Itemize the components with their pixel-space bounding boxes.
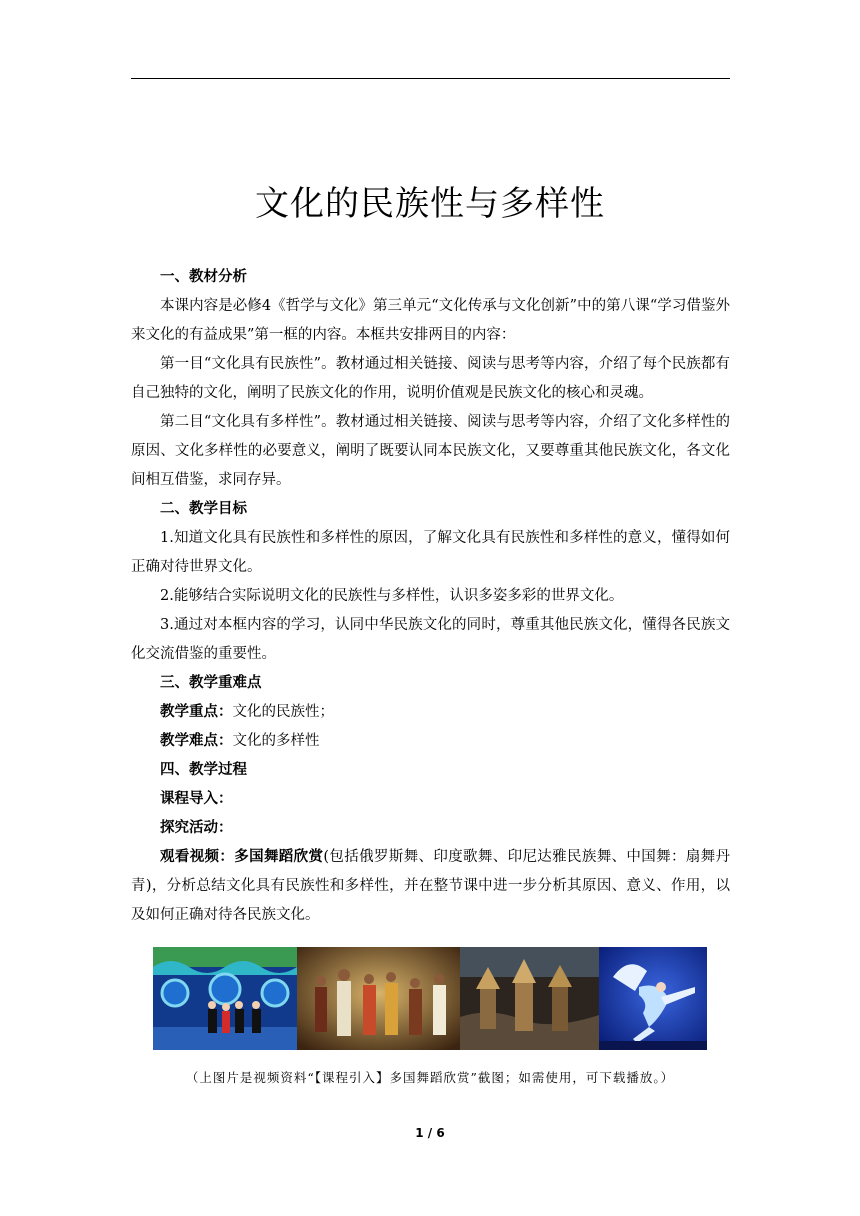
key-point-label: 教学重点： (160, 704, 233, 720)
page-title: 文化的民族性与多样性 (255, 184, 605, 224)
section-heading: 一、教材分析 (160, 269, 247, 285)
goal-item: 1.知道文化具有民族性和多样性的原因，了解文化具有民族性和多样性的意义，懂得如何正确对待世界文化。 (131, 530, 730, 575)
russian-dance-photo (153, 947, 297, 1050)
explore-label: 探究活动： (160, 820, 233, 836)
paragraph: 本课内容是必修4《哲学与文化》第三单元“文化传承与文化创新”中的第八课“学习借鉴外来文化的有益成果”第一框的内容。本框共安排两目的内容： (131, 298, 730, 343)
difficult-point-label: 教学难点： (160, 733, 233, 749)
video-label: 观看视频：多国舞蹈欣赏 (160, 849, 324, 865)
key-point-text: 文化的民族性； (232, 704, 334, 720)
chinese-fan-dance-photo (599, 947, 707, 1050)
dayak-dance-photo (460, 947, 599, 1050)
video-text: (包括俄罗斯舞、印度歌舞、印尼达雅民族舞、中国舞：扇舞丹青)，分析总结文化具有民族性和多样性，并在整节课中进一步分析其原因、意义、作用，以及如何正确对待各民族文化。 (131, 849, 731, 923)
page-number: 1 / 6 (415, 1126, 445, 1140)
goal-item: 3.通过对本框内容的学习，认同中华民族文化的同时，尊重其他民族文化，懂得各民族文化交流借鉴的重要性。 (131, 617, 730, 662)
goal-item: 2.能够结合实际说明文化的民族性与多样性，认识多姿多彩的世界文化。 (160, 588, 624, 604)
section-heading: 四、教学过程 (160, 762, 247, 778)
intro-label: 课程导入： (160, 791, 233, 807)
section-heading: 二、教学目标 (160, 501, 247, 517)
header-rule (131, 78, 730, 79)
figure-caption: （上图片是视频资料“【课程引入】多国舞蹈欣赏”截图；如需使用，可下载播放。） (185, 1070, 675, 1085)
indian-dance-photo (297, 947, 460, 1050)
difficult-point-text: 文化的多样性 (232, 733, 320, 749)
key-point (131, 698, 730, 727)
dance-screenshots (153, 947, 707, 1050)
document-body (131, 263, 730, 930)
difficult-point (131, 727, 730, 756)
paragraph: 第一目“文化具有民族性”。教材通过相关链接、阅读与思考等内容，介绍了每个民族都有自己独特的文化，阐明了民族文化的作用，说明价值观是民族文化的核心和灵魂。 (131, 356, 730, 401)
video-paragraph (131, 843, 730, 930)
paragraph: 第二目“文化具有多样性”。教材通过相关链接、阅读与思考等内容，介绍了文化多样性的原因、文化多样性的必要意义，阐明了既要认同本民族文化，又要尊重其他民族文化，各文化间相互借鉴，求同存异。 (131, 414, 730, 488)
section-heading: 三、教学重难点 (160, 675, 262, 691)
